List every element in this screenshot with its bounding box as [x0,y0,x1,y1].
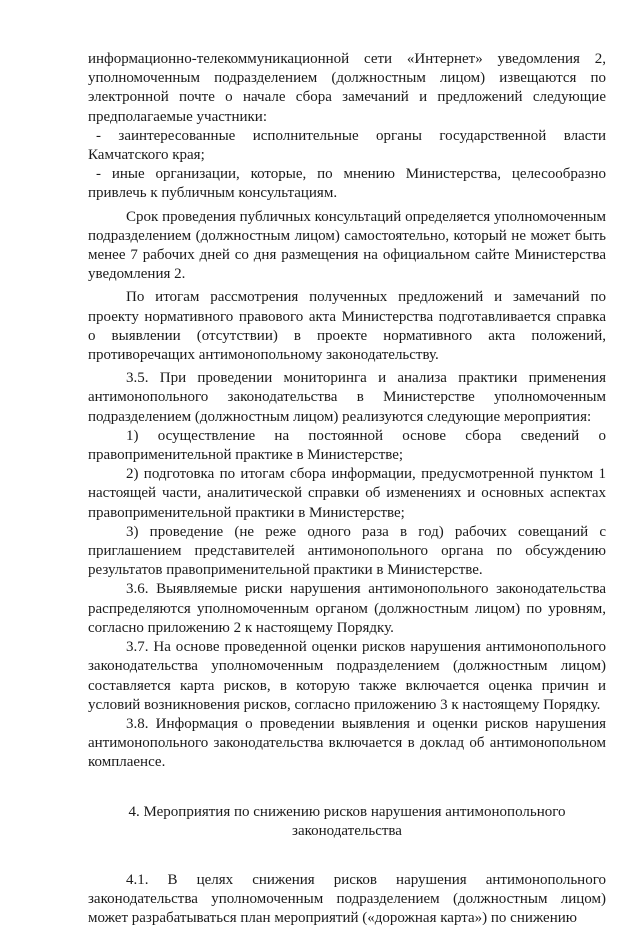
paragraph-notification-participants: информационно-телекоммуникационной сети «Интернет» уведомления 2, уполномоченным подразделением (должностным лицом) извещаются по электронной почте о начале сбора замечаний и предложений следующие предполагаемые участники: [88,51,606,125]
paragraph-4-1: 4.1. В целях снижения рисков нарушения антимонопольного законодательства уполномоченным подразделением (должностным лицом) может разрабатываться план мероприятий («дорожная карта») по снижению [88,871,606,927]
paragraph-3-8: 3.8. Информация о проведении выявления и оценки рисков нарушения антимонопольного законодательства включается в доклад об антимонопольном комплаенсе. [88,715,606,771]
paragraph-3-6: 3.6. Выявляемые риски нарушения антимонопольного законодательства распределяются уполномоченным органом (должностным лицом) по уровням, согласно приложению 2 к настоящему Порядку. [88,581,606,636]
paragraph-review-results: По итогам рассмотрения полученных предложений и замечаний по проекту нормативного правового акта Министерства подготавливается справка о выявлении (отсутствии) в проекте нормативного акта положений, противоречащих антимонопольному законодательству. [88,289,606,364]
section-heading-line-2: законодательства [292,822,402,839]
document-body [88,50,606,929]
list-item-3-5-2: 2) подготовка по итогам сбора информации, предусмотренной пунктом 1 настоящей части, аналитической справки об изменениях и основных аспектах правоприменительной практики в Министерстве; [88,466,606,521]
paragraph-3-5: 3.5. При проведении мониторинга и анализа практики применения антимонопольного законодательства в Министерстве уполномоченным подразделением (должностным лицом) реализуются следующие мероприятия: [88,370,606,425]
list-item-3-5-3: 3) проведение (не реже одного раза в год) рабочих совещаний с приглашением представителей антимонопольного органа по обсуждению результатов правоприменительной практики в Министерстве. [88,523,606,579]
list-item-executive-bodies: - заинтересованные исполнительные органы государственной власти Камчатского края; [88,127,606,164]
section-heading-line-1: 4. Мероприятия по снижению рисков нарушения антимонопольного [128,803,566,820]
paragraph-consultation-period: Срок проведения публичных консультаций определяется уполномоченным подразделением (должностным лицом) самостоятельно, который не может быть менее 7 рабочих дней со дня размещения на официальном сайте Министерства уведомления 2. [88,208,606,283]
list-item-3-5-1: 1) осуществление на постоянной основе сбора сведений о правоприменительной практике в Министерстве; [88,427,606,464]
paragraph-3-7: 3.7. На основе проведенной оценки рисков нарушения антимонопольного законодательства уполномоченным подразделением (должностным лицом) составляется карта рисков, в которую также включается оценка причин и условий возникновения рисков, согласно приложению 3 к настоящему Порядку. [88,639,606,713]
list-item-other-organizations: - иные организации, которые, по мнению Министерства, целесообразно привлечь к публичным консультациям. [88,166,606,202]
section-heading-4 [88,803,606,841]
